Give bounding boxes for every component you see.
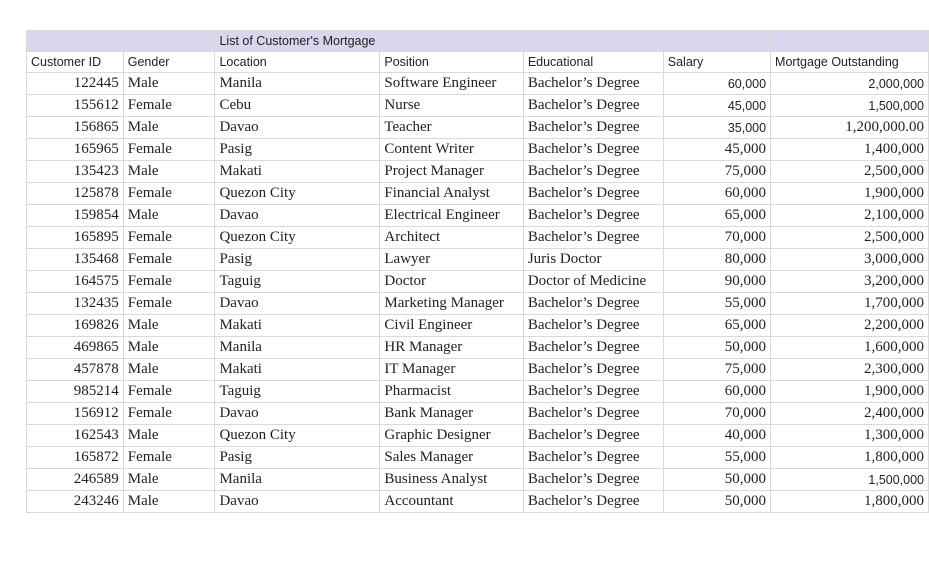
cell-mortgage-outstanding[interactable]: 1,900,000 (771, 183, 929, 205)
cell-mortgage-outstanding[interactable]: 2,400,000 (771, 403, 929, 425)
cell-position[interactable]: Teacher (380, 117, 523, 139)
cell[interactable] (123, 31, 215, 52)
cell[interactable] (523, 31, 663, 52)
table-row (27, 447, 929, 469)
cell-educational[interactable]: Bachelor’s Degree (523, 117, 663, 139)
cell-educational[interactable]: Bachelor’s Degree (523, 337, 663, 359)
cell-position[interactable]: Lawyer (380, 249, 523, 271)
cell-salary[interactable]: 55,000 (663, 293, 770, 315)
cell-customer-id[interactable]: 243246 (27, 491, 124, 513)
cell-gender[interactable]: Male (123, 73, 215, 95)
cell-gender[interactable]: Female (123, 271, 215, 293)
cell-educational[interactable]: Bachelor’s Degree (523, 161, 663, 183)
cell-position[interactable]: Content Writer (380, 139, 523, 161)
cell-mortgage-outstanding[interactable]: 1,800,000 (771, 447, 929, 469)
cell-customer-id[interactable]: 156912 (27, 403, 124, 425)
cell-location[interactable]: Davao (215, 491, 380, 513)
header-position[interactable]: Position (380, 52, 523, 73)
cell-customer-id[interactable]: 165895 (27, 227, 124, 249)
table-row (27, 425, 929, 447)
table-row (27, 469, 929, 491)
cell[interactable] (771, 31, 929, 52)
cell-salary[interactable]: 55,000 (663, 447, 770, 469)
cell-position[interactable]: Civil Engineer (380, 315, 523, 337)
table-row (27, 403, 929, 425)
cell-location[interactable]: Quezon City (215, 425, 380, 447)
cell-position[interactable]: Bank Manager (380, 403, 523, 425)
cell-mortgage-outstanding[interactable]: 1,500,000 (771, 95, 929, 117)
header-mortgage-outstanding[interactable]: Mortgage Outstanding (771, 52, 929, 73)
cell-gender[interactable]: Female (123, 227, 215, 249)
cell-customer-id[interactable]: 155612 (27, 95, 124, 117)
cell-gender[interactable]: Male (123, 425, 215, 447)
cell-mortgage-outstanding[interactable]: 1,400,000 (771, 139, 929, 161)
cell-location[interactable]: Cebu (215, 95, 380, 117)
cell-mortgage-outstanding[interactable]: 1,800,000 (771, 491, 929, 513)
cell-location[interactable]: Pasig (215, 139, 380, 161)
cell-educational[interactable]: Doctor of Medicine (523, 271, 663, 293)
table-row (27, 315, 929, 337)
cell-mortgage-outstanding[interactable]: 2,200,000 (771, 315, 929, 337)
table-row (27, 491, 929, 513)
table-row (27, 227, 929, 249)
cell-position[interactable]: Business Analyst (380, 469, 523, 491)
cell-customer-id[interactable]: 457878 (27, 359, 124, 381)
cell-location[interactable]: Davao (215, 205, 380, 227)
cell-mortgage-outstanding[interactable]: 1,600,000 (771, 337, 929, 359)
cell-mortgage-outstanding[interactable]: 2,000,000 (771, 73, 929, 95)
cell-customer-id[interactable]: 469865 (27, 337, 124, 359)
table-row (27, 249, 929, 271)
cell-mortgage-outstanding[interactable]: 1,300,000 (771, 425, 929, 447)
cell-educational[interactable]: Bachelor’s Degree (523, 73, 663, 95)
cell-salary[interactable]: 40,000 (663, 425, 770, 447)
cell-position[interactable]: Marketing Manager (380, 293, 523, 315)
cell-position[interactable]: Architect (380, 227, 523, 249)
cell-customer-id[interactable]: 165965 (27, 139, 124, 161)
cell-gender[interactable]: Male (123, 205, 215, 227)
cell-salary[interactable]: 75,000 (663, 359, 770, 381)
cell-educational[interactable]: Bachelor’s Degree (523, 139, 663, 161)
table-row (27, 205, 929, 227)
cell-salary[interactable]: 35,000 (663, 117, 770, 139)
header-row (27, 52, 929, 73)
cell-educational[interactable]: Bachelor’s Degree (523, 315, 663, 337)
cell-gender[interactable]: Female (123, 139, 215, 161)
cell-salary[interactable]: 65,000 (663, 205, 770, 227)
cell-mortgage-outstanding[interactable]: 2,100,000 (771, 205, 929, 227)
cell-location[interactable]: Manila (215, 469, 380, 491)
table-title[interactable]: List of Customer's Mortgage (215, 31, 380, 52)
cell-customer-id[interactable]: 164575 (27, 271, 124, 293)
cell-position[interactable]: Project Manager (380, 161, 523, 183)
cell-gender[interactable]: Male (123, 337, 215, 359)
cell-mortgage-outstanding[interactable]: 1,200,000.00 (771, 117, 929, 139)
table-row (27, 381, 929, 403)
cell-location[interactable]: Pasig (215, 447, 380, 469)
title-row (27, 31, 929, 52)
cell-location[interactable]: Manila (215, 73, 380, 95)
cell-customer-id[interactable]: 169826 (27, 315, 124, 337)
cell-educational[interactable]: Bachelor’s Degree (523, 183, 663, 205)
header-location[interactable]: Location (215, 52, 380, 73)
cell-educational[interactable]: Bachelor’s Degree (523, 425, 663, 447)
cell-customer-id[interactable]: 165872 (27, 447, 124, 469)
cell-position[interactable]: Doctor (380, 271, 523, 293)
cell-location[interactable]: Davao (215, 117, 380, 139)
cell-educational[interactable]: Bachelor’s Degree (523, 403, 663, 425)
cell-educational[interactable]: Bachelor’s Degree (523, 469, 663, 491)
cell-gender[interactable]: Female (123, 249, 215, 271)
cell-customer-id[interactable]: 125878 (27, 183, 124, 205)
table-row (27, 161, 929, 183)
cell-customer-id[interactable]: 246589 (27, 469, 124, 491)
cell-gender[interactable]: Male (123, 491, 215, 513)
header-educational[interactable]: Educational (523, 52, 663, 73)
cell-position[interactable]: Software Engineer (380, 73, 523, 95)
cell-gender[interactable]: Female (123, 95, 215, 117)
cell-salary[interactable]: 70,000 (663, 403, 770, 425)
cell-salary[interactable]: 90,000 (663, 271, 770, 293)
cell-salary[interactable]: 45,000 (663, 95, 770, 117)
table-row (27, 271, 929, 293)
cell-customer-id[interactable]: 159854 (27, 205, 124, 227)
cell-location[interactable]: Makati (215, 315, 380, 337)
table-row (27, 337, 929, 359)
cell-customer-id[interactable]: 132435 (27, 293, 124, 315)
cell-location[interactable]: Quezon City (215, 183, 380, 205)
cell[interactable] (380, 31, 523, 52)
cell-customer-id[interactable]: 156865 (27, 117, 124, 139)
cell-educational[interactable]: Bachelor’s Degree (523, 95, 663, 117)
cell-location[interactable]: Makati (215, 161, 380, 183)
cell-customer-id[interactable]: 985214 (27, 381, 124, 403)
cell-customer-id[interactable]: 162543 (27, 425, 124, 447)
cell-salary[interactable]: 60,000 (663, 73, 770, 95)
cell-customer-id[interactable]: 135423 (27, 161, 124, 183)
cell-salary[interactable]: 60,000 (663, 183, 770, 205)
header-gender[interactable]: Gender (123, 52, 215, 73)
cell-location[interactable]: Makati (215, 359, 380, 381)
cell-mortgage-outstanding[interactable]: 2,300,000 (771, 359, 929, 381)
cell-location[interactable]: Taguig (215, 381, 380, 403)
cell-gender[interactable]: Male (123, 161, 215, 183)
cell-educational[interactable]: Bachelor’s Degree (523, 447, 663, 469)
cell-location[interactable]: Manila (215, 337, 380, 359)
cell-location[interactable]: Taguig (215, 271, 380, 293)
cell-gender[interactable]: Male (123, 315, 215, 337)
cell-position[interactable]: HR Manager (380, 337, 523, 359)
cell-educational[interactable]: Juris Doctor (523, 249, 663, 271)
table-row (27, 139, 929, 161)
cell-gender[interactable]: Female (123, 447, 215, 469)
table-row (27, 95, 929, 117)
cell-gender[interactable]: Male (123, 469, 215, 491)
cell-gender[interactable]: Female (123, 183, 215, 205)
cell-position[interactable]: Pharmacist (380, 381, 523, 403)
cell-location[interactable]: Pasig (215, 249, 380, 271)
table-row (27, 183, 929, 205)
cell-educational[interactable]: Bachelor’s Degree (523, 491, 663, 513)
cell-salary[interactable]: 65,000 (663, 315, 770, 337)
cell-salary[interactable]: 80,000 (663, 249, 770, 271)
cell-position[interactable]: Sales Manager (380, 447, 523, 469)
cell-position[interactable]: Accountant (380, 491, 523, 513)
cell-mortgage-outstanding[interactable]: 3,000,000 (771, 249, 929, 271)
cell-mortgage-outstanding[interactable]: 1,900,000 (771, 381, 929, 403)
table-row (27, 73, 929, 95)
cell-customer-id[interactable]: 122445 (27, 73, 124, 95)
cell-salary[interactable]: 60,000 (663, 381, 770, 403)
cell-position[interactable]: Electrical Engineer (380, 205, 523, 227)
header-salary[interactable]: Salary (663, 52, 770, 73)
cell[interactable] (27, 31, 124, 52)
cell-salary[interactable]: 70,000 (663, 227, 770, 249)
cell-position[interactable]: Financial Analyst (380, 183, 523, 205)
table-row (27, 293, 929, 315)
cell-location[interactable]: Davao (215, 293, 380, 315)
table-row (27, 117, 929, 139)
cell-gender[interactable]: Female (123, 403, 215, 425)
cell-mortgage-outstanding[interactable]: 3,200,000 (771, 271, 929, 293)
cell-location[interactable]: Davao (215, 403, 380, 425)
cell-mortgage-outstanding[interactable]: 1,500,000 (771, 469, 929, 491)
cell-position[interactable]: Nurse (380, 95, 523, 117)
cell-educational[interactable]: Bachelor’s Degree (523, 359, 663, 381)
cell-gender[interactable]: Female (123, 381, 215, 403)
spreadsheet (26, 30, 929, 513)
cell-salary[interactable]: 75,000 (663, 161, 770, 183)
header-customer-id[interactable]: Customer ID (27, 52, 124, 73)
cell-position[interactable]: Graphic Designer (380, 425, 523, 447)
cell-salary[interactable]: 45,000 (663, 139, 770, 161)
mortgage-table (26, 30, 929, 513)
cell-educational[interactable]: Bachelor’s Degree (523, 293, 663, 315)
cell-mortgage-outstanding[interactable]: 2,500,000 (771, 161, 929, 183)
cell-educational[interactable]: Bachelor’s Degree (523, 227, 663, 249)
cell-customer-id[interactable]: 135468 (27, 249, 124, 271)
cell-gender[interactable]: Female (123, 293, 215, 315)
cell-educational[interactable]: Bachelor’s Degree (523, 205, 663, 227)
cell[interactable] (663, 31, 770, 52)
cell-salary[interactable]: 50,000 (663, 491, 770, 513)
cell-gender[interactable]: Male (123, 117, 215, 139)
cell-gender[interactable]: Male (123, 359, 215, 381)
cell-mortgage-outstanding[interactable]: 2,500,000 (771, 227, 929, 249)
cell-salary[interactable]: 50,000 (663, 337, 770, 359)
table-row (27, 359, 929, 381)
cell-location[interactable]: Quezon City (215, 227, 380, 249)
cell-position[interactable]: IT Manager (380, 359, 523, 381)
cell-mortgage-outstanding[interactable]: 1,700,000 (771, 293, 929, 315)
cell-salary[interactable]: 50,000 (663, 469, 770, 491)
cell-educational[interactable]: Bachelor’s Degree (523, 381, 663, 403)
